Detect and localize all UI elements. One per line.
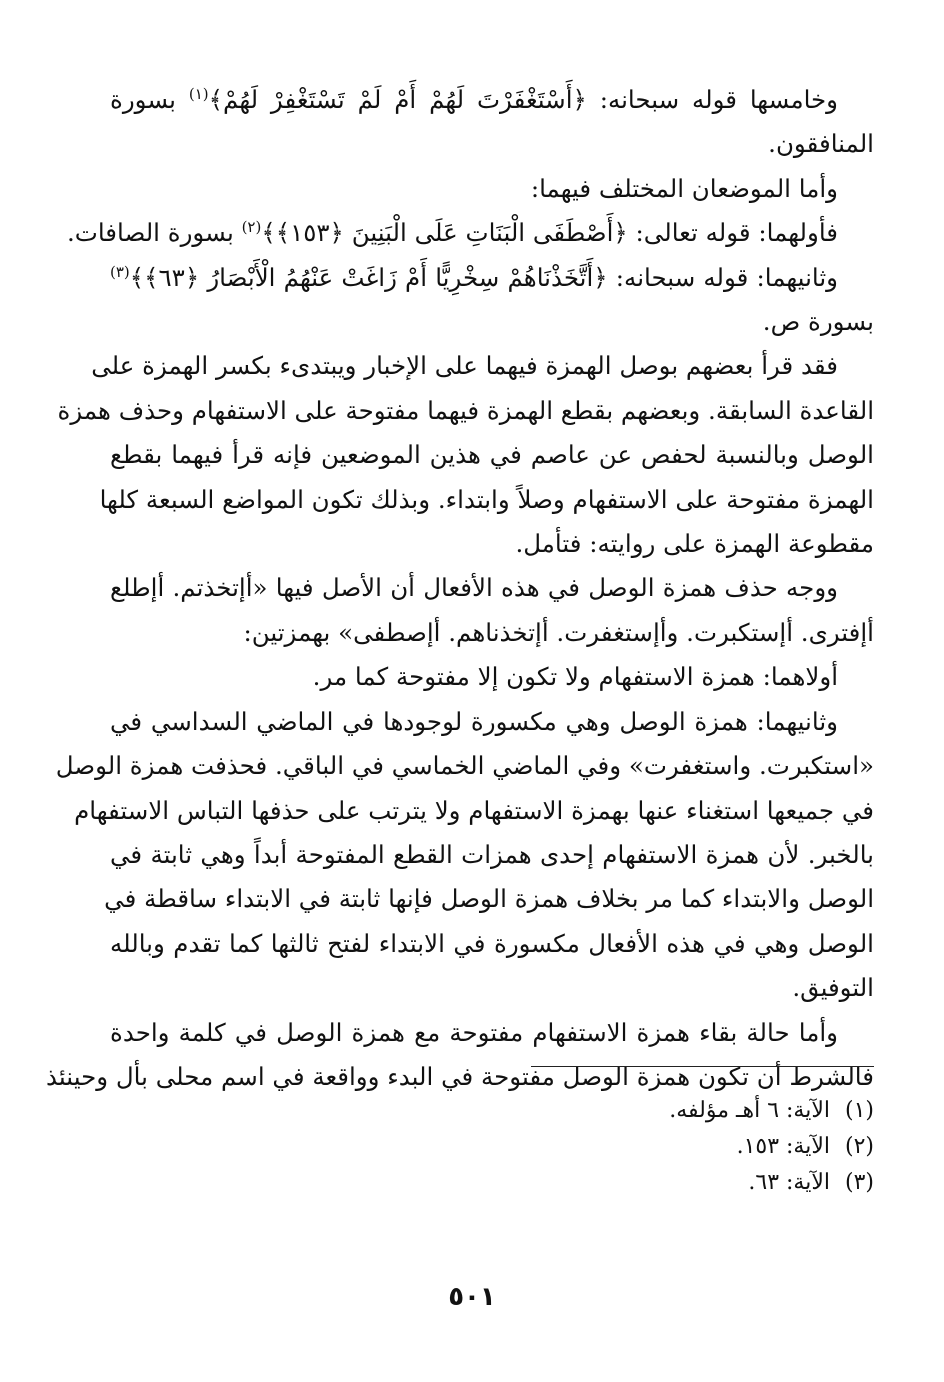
text-line-content: وأما حالة بقاء همزة الاستفهام مفتوحة مع همزة الوصل في كلمة واحدة (110, 1017, 838, 1047)
text-line-content: بسورة ص. (762, 307, 874, 337)
footnote-number: (٣) (844, 1170, 874, 1195)
text-line-content: الوصل وبالنسبة لحفص عن عاصم في هذين الموضعين فإنه قرأ فيهما بقطع (110, 440, 874, 470)
footnote-item (110, 1129, 874, 1165)
text-line (91, 344, 874, 388)
text-line (110, 522, 874, 566)
text-line-content: القاعدة السابقة. وبعضهم بقطع الهمزة فيهما مفتوحة على الاستفهام وحذف همزة (57, 395, 874, 425)
text-line (110, 655, 874, 699)
text-line-content: أولاهما: همزة الاستفهام ولا تكون إلا مفتوحة كما مر. (312, 662, 838, 692)
text-line (110, 256, 874, 300)
footnote-text: الآية: ٦٣. (748, 1170, 830, 1195)
text-line (66, 211, 874, 255)
text-line (110, 611, 874, 655)
text-line-content: بالخبر. لأن همزة الاستفهام إحدى همزات القطع المفتوحة أبداً وهي ثابتة في (110, 839, 874, 869)
text-line (110, 122, 874, 166)
main-text (46, 78, 874, 1099)
text-line (99, 478, 874, 522)
text-line (110, 833, 874, 877)
text-line-content: الوصل وهي في هذه الأفعال مكسورة في الابتداء لفتح ثالثها كما تقدم وبالله (110, 928, 874, 958)
text-line-content: أإفترى. أإستكبرت. وأإستغفرت. أإتخذناهم. أإصطفى» بهمزتين: (243, 617, 874, 647)
text-line-content: وثانيهما: قوله سبحانه: ﴿أَتَّخَذْنَاهُمْ سِخْرِيًّا أَمْ زَاغَتْ عَنْهُمُ الْأَبْصَارُ ﴿٦٣﴾﴾ (129, 262, 838, 292)
footnote-number: (١) (844, 1098, 874, 1123)
footnotes (110, 1093, 874, 1201)
text-line-content: مقطوعة الهمزة على روايته: فتأمل. (515, 529, 874, 559)
footnote-item (110, 1093, 874, 1129)
footnote-number: (٢) (844, 1134, 874, 1159)
text-line-content: التوفيق. (792, 973, 874, 1003)
text-line (110, 700, 874, 744)
text-line (55, 744, 874, 788)
text-line-content: وثانيهما: همزة الوصل وهي مكسورة لوجودها في الماضي السداسي في (110, 706, 838, 736)
text-line (74, 789, 874, 833)
text-line (104, 877, 874, 921)
text-line-content: المنافقون. (768, 129, 874, 159)
footnote-reference: (٢) (241, 218, 262, 237)
text-line (57, 389, 874, 433)
text-line (110, 966, 874, 1010)
text-line (110, 922, 874, 966)
footnote-reference: (٣) (110, 262, 130, 281)
text-line-content: فأولهما: قوله تعالى: ﴿أَصْطَفَى الْبَنَاتِ عَلَى الْبَنِينَ ﴿١٥٣﴾﴾ (261, 218, 838, 248)
text-line-content: وأما الموضعان المختلف فيهما: (530, 173, 838, 203)
text-line-content: «استكبرت. واستغفرت» وفي الماضي الخماسي في الباقي. فحذفت همزة الوصل (55, 751, 874, 781)
text-line (110, 300, 874, 344)
page-number: ٥٠١ (448, 1282, 496, 1312)
text-line (110, 433, 874, 477)
footnote-divider (531, 1066, 874, 1067)
text-line-tail: بسورة (110, 85, 189, 114)
footnote-text: الآية: ١٥٣. (736, 1134, 830, 1159)
text-line (110, 1011, 874, 1055)
footnote-reference: (١) (188, 84, 209, 103)
text-line-content: فقد قرأ بعضهم بوصل الهمزة فيهما على الإخبار ويبتدىء بكسر الهمزة على (91, 351, 838, 381)
text-line (110, 566, 874, 610)
text-line-content: وخامسها قوله سبحانه: ﴿أَسْتَغْفَرْتَ لَهُمْ أَمْ لَمْ تَسْتَغْفِرْ لَهُمْ﴾ (208, 85, 839, 114)
footnote-item (110, 1165, 874, 1201)
text-line (110, 167, 874, 211)
text-line-tail: بسورة الصافات. (66, 218, 242, 248)
text-line-content: في جميعها استغناء عنها بهمزة الاستفهام ولا يترتب على حذفها التباس الاستفهام (74, 795, 874, 825)
text-line (110, 78, 874, 122)
text-line-content: فالشرط أن تكون همزة الوصل مفتوحة في البدء وواقعة في اسم محلى بأل وحينئذ (46, 1061, 874, 1091)
text-line-content: الوصل والابتداء كما مر بخلاف همزة الوصل فإنها ثابتة في الابتداء ساقطة في (104, 884, 874, 914)
text-line-content: الهمزة مفتوحة على الاستفهام وصلاً وابتداء. وبذلك تكون المواضع السبعة كلها (99, 484, 874, 514)
text-line-content: ووجه حذف همزة الوصل في هذه الأفعال أن الأصل فيها «أإتخذتم. أإطلع (110, 573, 838, 603)
footnote-text: الآية: ٦ أهـ مؤلفه. (669, 1098, 830, 1123)
